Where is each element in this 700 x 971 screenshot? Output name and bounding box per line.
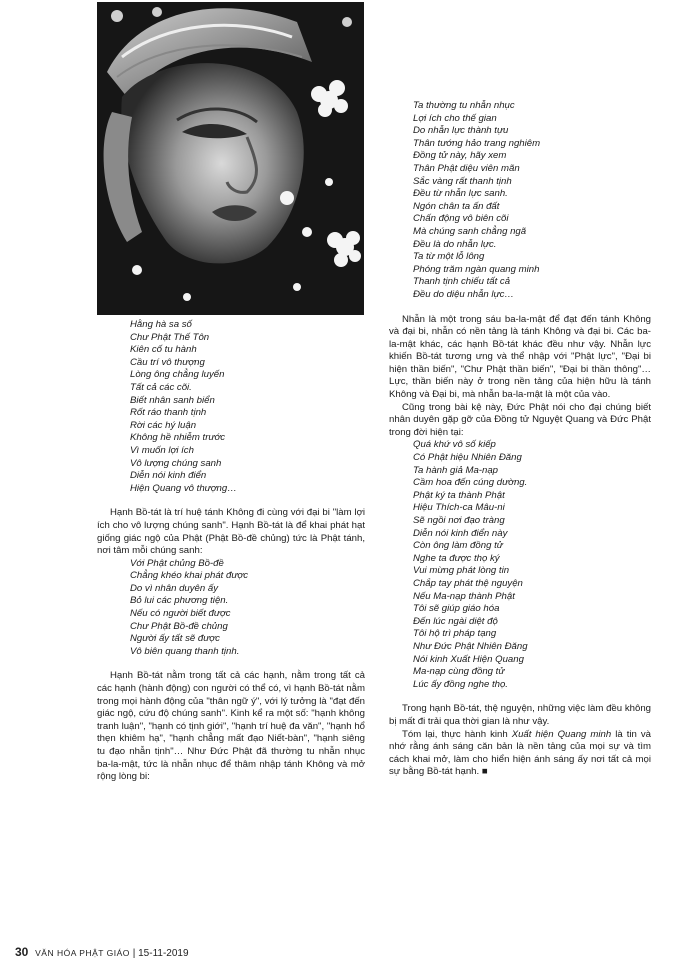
verse-line: Vui mừng phát lòng tin <box>413 565 510 577</box>
verse-line: Đến lúc ngài diệt độ <box>413 615 498 627</box>
verse-line: Có Phật hiệu Nhiên Đăng <box>413 452 522 464</box>
verse-line: Vì muốn lợi ích <box>130 444 194 456</box>
verse-line: Ma-nạp cùng đồng tử <box>413 666 505 678</box>
verse-line: Như Đức Phật Nhiên Đăng <box>413 640 528 652</box>
verse-line: Còn ông làm đồng tử <box>413 540 503 552</box>
verse-line: Nghe ta được thọ ký <box>413 552 500 564</box>
right-verse-1 <box>389 100 651 302</box>
verse-line: Đồng tử này, hãy xem <box>413 150 507 162</box>
verse-line: Ngón chân ta ấn đất <box>413 200 500 212</box>
verse-line: Hiện Quang vô thượng… <box>130 482 237 494</box>
right-column <box>389 100 651 779</box>
verse-line: Hiệu Thích-ca Mâu-ni <box>413 502 505 514</box>
verse-line: Thân Phật diệu viên mãn <box>413 162 520 174</box>
left-paragraph-1: Hạnh Bồ-tát là trí huệ tánh Không đi cùng với đại bi "làm lợi ích cho vô lượng chúng sanh". Hạnh Bồ-tát là để khai phát hạt giống giác ngộ của Phật (Phật Bồ-đề chủng) tức là Phật tánh, nơi tâm mỗi chúng sanh: <box>97 507 365 557</box>
verse-line: Diễn nói kinh điển <box>130 470 207 482</box>
verse-line: Tôi hộ trì pháp tạng <box>413 628 497 640</box>
left-column <box>97 319 365 784</box>
verse-line: Vô biên quang thanh tịnh. <box>130 645 240 657</box>
left-verse-2 <box>97 558 365 659</box>
verse-line: Chấn động vô biên cõi <box>413 213 509 225</box>
verse-line: Diễn nói kinh điển này <box>413 527 508 539</box>
end-mark-icon: ■ <box>481 766 488 778</box>
verse-line: Kiên cố tu hành <box>130 344 197 356</box>
right-paragraph-2: Cũng trong bài kệ này, Đức Phật nói cho đại chúng biết nhân duyên gặp gỡ của Đồng tử Nguyệt Quang và Đức Phật trong đời hiện tại: <box>389 401 651 438</box>
verse-line: Cầu trí vô thượng <box>130 356 205 368</box>
verse-line: Chư Phật Bồ-đề chủng <box>130 620 228 632</box>
sutra-title: Xuất hiện Quang minh <box>511 728 612 740</box>
verse-line: Đều là do nhẫn lực. <box>413 238 497 250</box>
right-paragraph-3: Trong hạnh Bồ-tát, thệ nguyện, những việc làm đều không bị mất đi trải qua thời gian là như vậy. <box>389 703 651 727</box>
verse-line: Vô lượng chúng sanh <box>130 457 222 469</box>
verse-line: Biết nhân sanh biển <box>130 394 215 406</box>
verse-line: Chẳng khéo khai phát được <box>130 570 249 582</box>
verse-line: Tất cả các cõi. <box>130 381 192 393</box>
magazine-name: VĂN HÓA PHẬT GIÁO <box>35 948 130 958</box>
verse-line: Phóng trăm ngàn quang minh <box>413 263 540 275</box>
verse-line: Nếu có người biết được <box>130 608 231 620</box>
verse-line: Sắc vàng rất thanh tịnh <box>413 175 512 187</box>
verse-line: Lòng ông chẳng luyến <box>130 369 225 381</box>
verse-line: Đều do diệu nhẫn lực… <box>413 288 515 300</box>
verse-line: Lúc ấy đồng nghe thọ. <box>413 678 508 690</box>
para4-text-before: Tóm lại, thực hành kinh <box>402 728 512 740</box>
footer-separator: | <box>132 948 139 959</box>
verse-line: Với Phật chủng Bồ-đề <box>130 557 224 569</box>
right-paragraph-4 <box>389 729 651 779</box>
verse-line: Tôi sẽ giúp giáo hóa <box>413 603 500 615</box>
issue-date: 15-11-2019 <box>138 948 189 959</box>
para4-text-after: là tin và nhớ rằng ánh sáng căn bản là nền tảng của mọi sự và tìm cách khai mở, làm cho hiển hiện ánh sáng ấy nơi tất cả mọi sự bằng Bồ-tát hạnh. <box>389 728 651 778</box>
verse-line: Đều từ nhẫn lực sanh. <box>413 188 508 200</box>
verse-line: Sẽ ngồi nơi đạo tràng <box>413 515 505 526</box>
buddha-photo <box>97 2 364 315</box>
right-paragraph-1: Nhẫn là một trong sáu ba-la-mật để đạt đến tánh Không và đại bi, nhẫn có nền tảng là tánh Không và đại bi. Các ba-la-mật khác, các hạnh Bồ-tát khác đều như vậy. Nhẫn lực khiến Bồ-tát tương ưng và thể nhập với "Phật lực", "Đại bi hiện thần biến", "Chư Phật thần biến", "Đại bi thần thông"… Lực, thần biến này ở trong nền tảng của hiện hữu là tánh Không và Đại bi, mà nhẫn ba-la-mật là một của vào. <box>389 313 651 401</box>
verse-line: Ta từ một lỗ lông <box>413 251 485 263</box>
verse-line: Nói kinh Xuất Hiện Quang <box>413 653 524 665</box>
verse-line: Chắp tay phát thệ nguyện <box>413 577 523 589</box>
left-verse-1 <box>97 319 365 495</box>
verse-line: Chư Phật Thế Tôn <box>130 331 210 343</box>
verse-line: Người ấy tất sẽ được <box>130 633 220 645</box>
verse-line: Quá khứ vô số kiếp <box>413 439 496 451</box>
right-verse-2 <box>389 439 651 691</box>
verse-line: Mà chúng sanh chẳng ngã <box>413 225 527 237</box>
verse-line: Thân tướng hảo trang nghiêm <box>413 137 541 149</box>
verse-line: Không hề nhiễm trước <box>130 432 226 444</box>
verse-line: Do vì nhân duyên ấy <box>130 582 219 594</box>
verse-line: Hằng hà sa số <box>130 319 192 330</box>
verse-line: Rời các hý luận <box>130 419 197 431</box>
verse-line: Ta thường tu nhẫn nhục <box>413 100 515 111</box>
verse-line: Thanh tịnh chiếu tất cả <box>413 276 511 288</box>
verse-line: Phật ký ta thành Phật <box>413 489 505 501</box>
verse-line: Bỏ lui các phương tiện. <box>130 595 229 607</box>
page-number: 30 <box>15 945 29 959</box>
verse-line: Ta hành giả Ma-nạp <box>413 464 498 476</box>
verse-line: Rốt ráo thanh tịnh <box>130 407 207 419</box>
page-footer <box>15 945 189 959</box>
verse-line: Lợi ích cho thế gian <box>413 112 497 124</box>
verse-line: Do nhẫn lực thành tựu <box>413 125 509 137</box>
verse-line: Nếu Ma-nạp thành Phật <box>413 590 515 602</box>
verse-line: Cầm hoa đến cúng dường. <box>413 477 528 489</box>
buddha-statue-image <box>97 2 364 315</box>
left-paragraph-2: Hạnh Bồ-tát nằm trong tất cả các hạnh, nằm trong tất cả các hạnh (hành động) con người có thể có, vì hạnh Bồ-tát nằm trong mọi hành động của "thân ngữ ý", với lý tưởng là "đạt đến giác ngộ, cứu độ chúng sanh". Kinh kể ra một số: "hạnh không tranh luận", "hạnh có tịnh giới", "hạnh trí huệ đa văn", "hạnh hổ thẹn khiêm hạ", "hạnh chẳng mất đạo Niết-bàn", "hạnh siêng tu đạo nhẫn tịnh"… Như Đức Phật đã thường tu nhẫn nhục ba-la-mật, tức là nhẫn nhục để thâm nhập tánh Không và mở rộng lòng bi: <box>97 670 365 783</box>
